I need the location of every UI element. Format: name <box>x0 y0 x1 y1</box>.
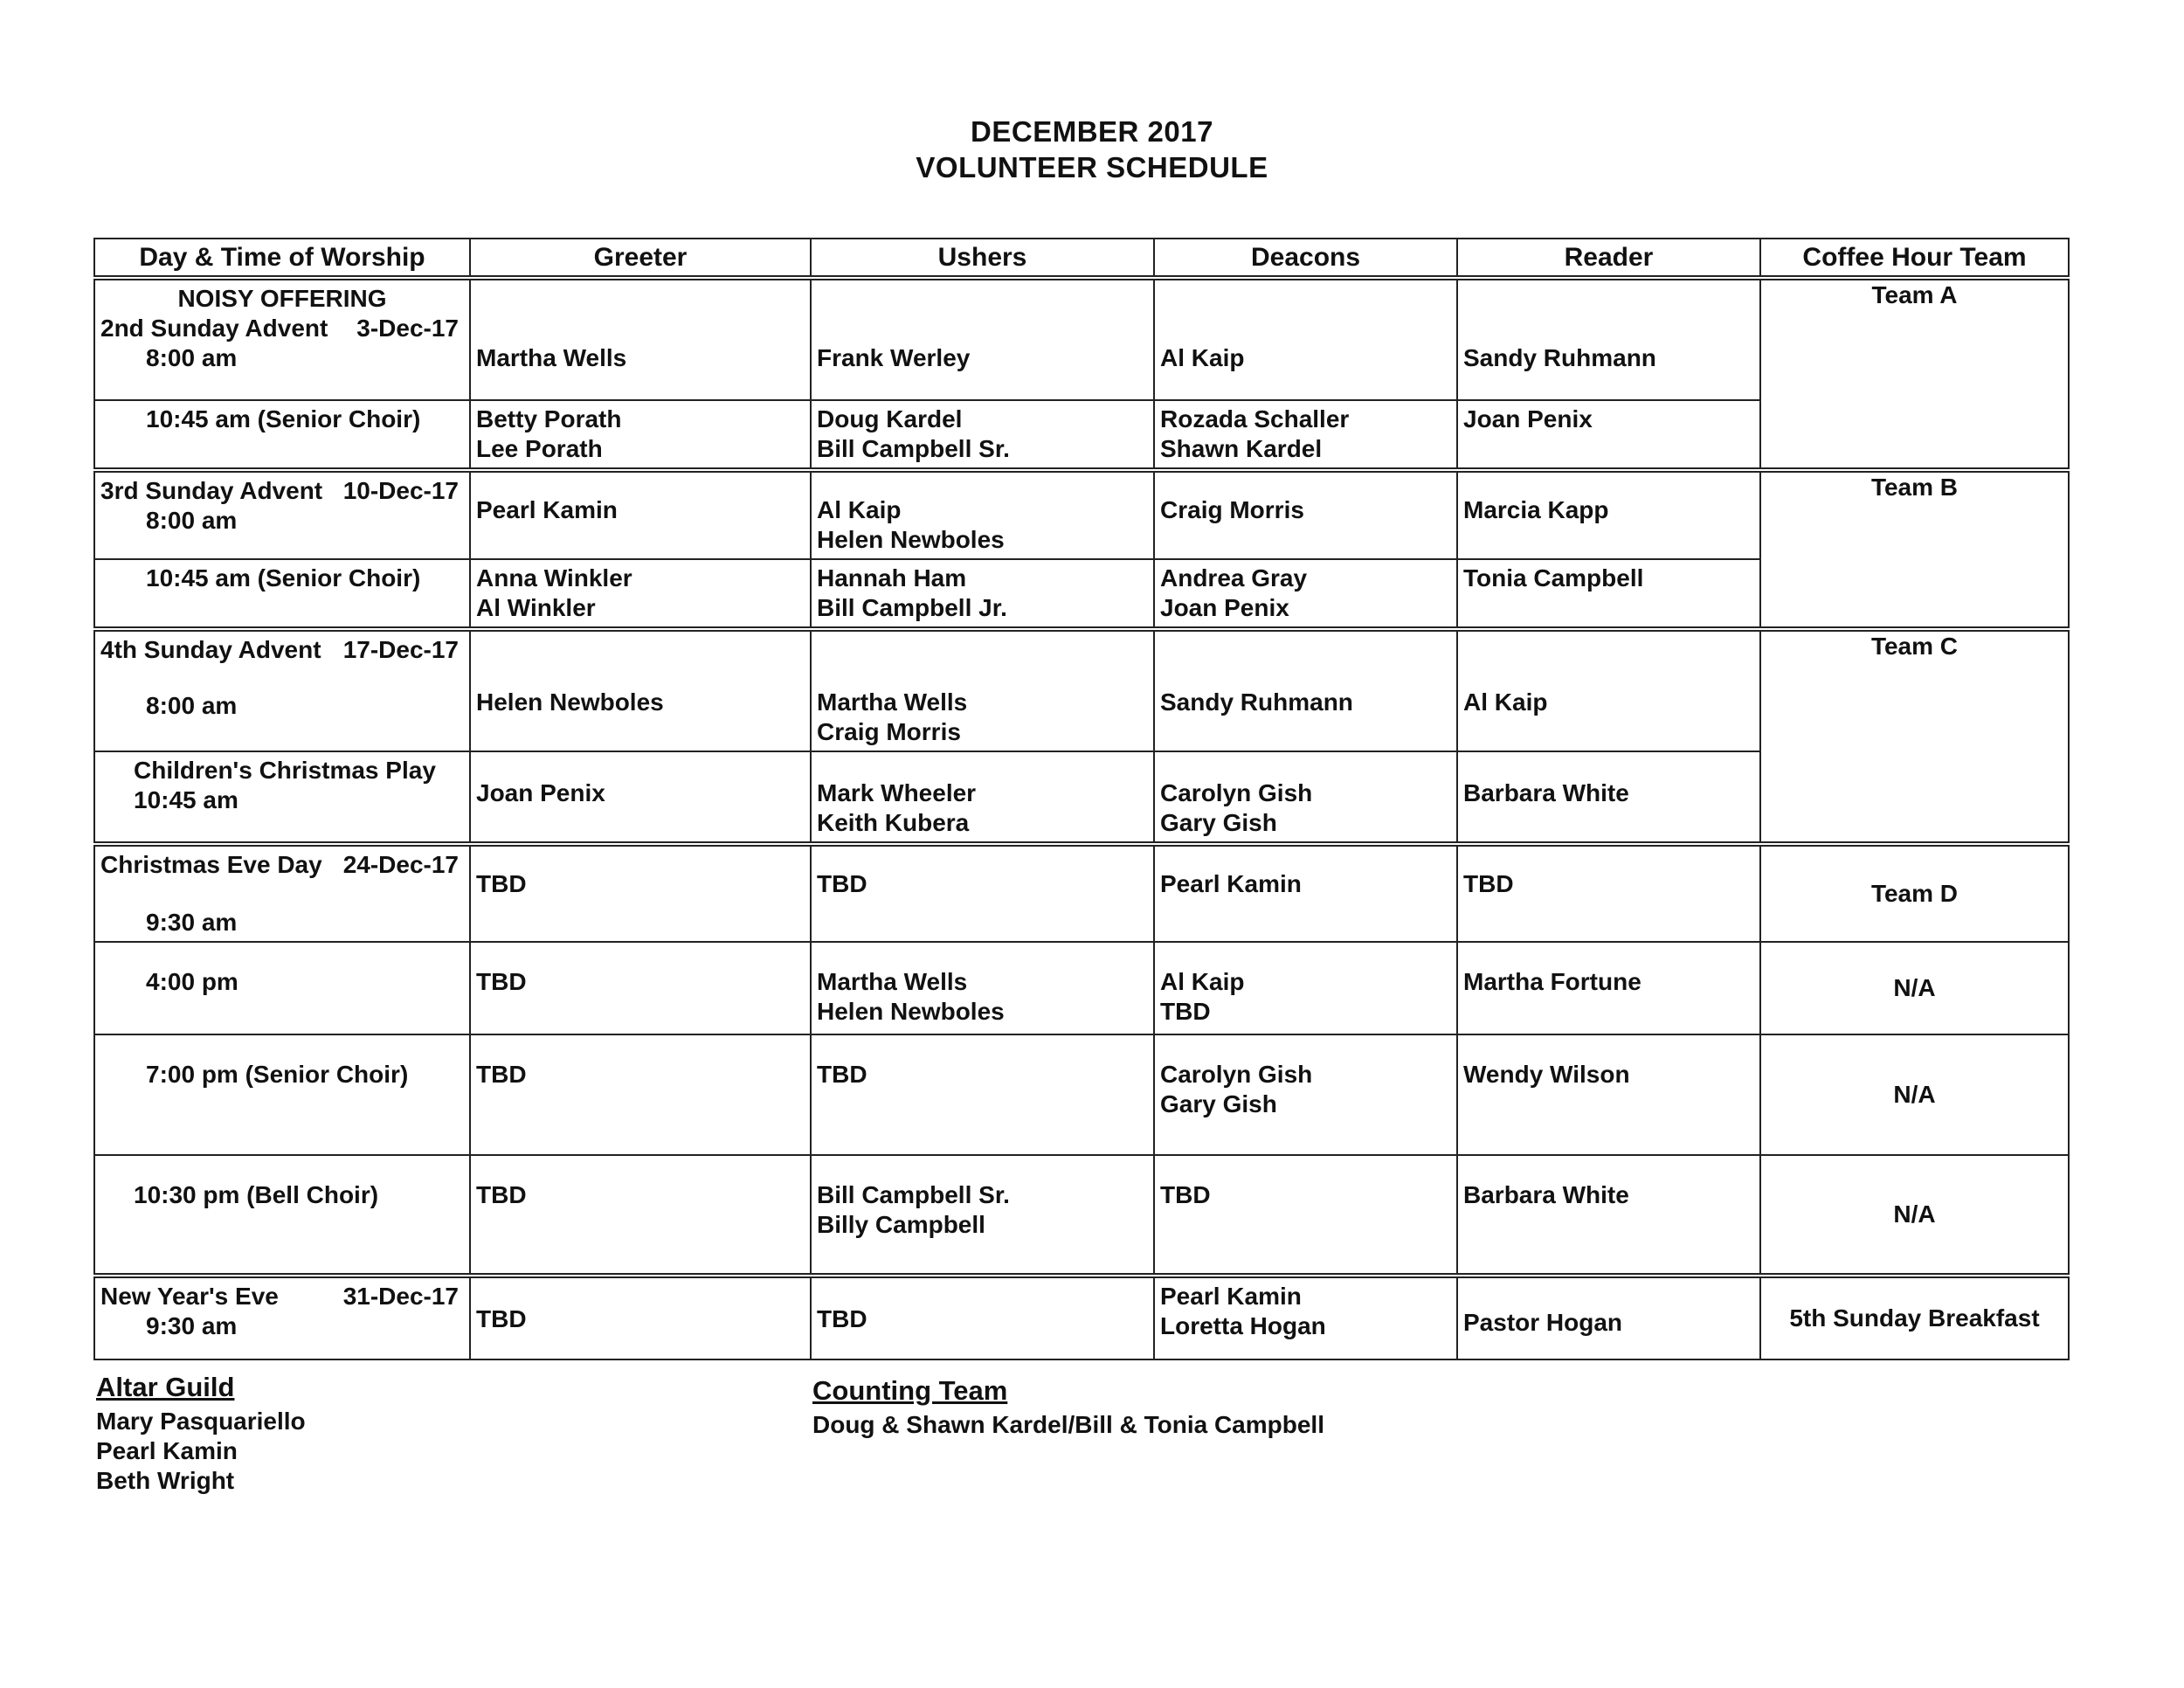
col-header-ushers: Ushers <box>811 239 1154 278</box>
reader-name: Tonia Campbell <box>1463 564 1644 591</box>
worship-cell <box>94 751 470 844</box>
usher-name: Helen Newboles <box>817 526 1005 553</box>
greeter-name: Pearl Kamin <box>476 496 618 523</box>
deacon-name: TBD <box>1160 998 1211 1025</box>
worship-day: 3rd Sunday Advent <box>100 477 323 504</box>
coffee-team: N/A <box>1893 1200 1936 1228</box>
volunteer-schedule-table <box>93 238 2070 1360</box>
usher-name: Frank Werley <box>817 344 971 371</box>
deacon-name: Craig Morris <box>1160 496 1304 523</box>
deacons-cell <box>1154 470 1457 559</box>
usher-name: Al Kaip <box>817 496 902 523</box>
greeter-cell <box>470 278 811 400</box>
greeter-cell <box>470 559 811 629</box>
reader-name: Sandy Ruhmann <box>1463 344 1656 371</box>
greeter-cell <box>470 942 811 1034</box>
deacon-name: Carolyn Gish <box>1160 779 1313 806</box>
reader-cell <box>1457 278 1760 400</box>
coffee-team-cell <box>1760 278 2069 470</box>
greeter-name: Al Winkler <box>476 594 596 621</box>
greeter-name: Martha Wells <box>476 344 627 371</box>
title-month: DECEMBER 2017 <box>971 115 1213 148</box>
deacon-name: Gary Gish <box>1160 809 1277 836</box>
coffee-team-cell <box>1760 942 2069 1034</box>
deacons-cell <box>1154 1276 1457 1359</box>
col-header-deacons: Deacons <box>1154 239 1457 278</box>
coffee-team: N/A <box>1893 974 1936 1001</box>
reader-cell <box>1457 1155 1760 1276</box>
deacon-name: Sandy Ruhmann <box>1160 688 1353 716</box>
ushers-cell <box>811 559 1154 629</box>
greeter-cell <box>470 844 811 942</box>
deacon-name: Rozada Schaller <box>1160 405 1350 432</box>
table-row <box>94 278 2069 400</box>
deacon-name: Andrea Gray <box>1160 564 1308 591</box>
worship-day: 2nd Sunday Advent <box>100 315 328 342</box>
table-row <box>94 629 2069 751</box>
worship-time: 8:00 am <box>146 507 238 534</box>
coffee-team-cell <box>1760 1034 2069 1155</box>
coffee-team-cell <box>1760 629 2069 844</box>
table-row <box>94 942 2069 1034</box>
col-header-coffee-hour-team: Coffee Hour Team <box>1760 239 2069 278</box>
reader-name: Marcia Kapp <box>1463 496 1609 523</box>
deacon-name: Shawn Kardel <box>1160 435 1323 462</box>
worship-time: 9:30 am <box>146 909 238 936</box>
deacons-cell <box>1154 1034 1457 1155</box>
usher-name: TBD <box>817 1305 867 1332</box>
reader-cell <box>1457 400 1760 470</box>
worship-cell <box>94 400 470 470</box>
worship-time: 9:30 am <box>146 1312 238 1339</box>
ushers-cell <box>811 751 1154 844</box>
greeter-cell <box>470 1276 811 1359</box>
worship-day: New Year's Eve <box>100 1283 279 1310</box>
worship-cell <box>94 1034 470 1155</box>
worship-time: 10:45 am (Senior Choir) <box>146 564 421 591</box>
col-header-greeter: Greeter <box>470 239 811 278</box>
deacon-name: Carolyn Gish <box>1160 1061 1313 1088</box>
coffee-team-cell <box>1760 1276 2069 1359</box>
coffee-team: Team C <box>1870 633 1959 660</box>
greeter-cell <box>470 629 811 751</box>
reader-cell <box>1457 629 1760 751</box>
usher-name: Keith Kubera <box>817 809 970 836</box>
usher-name: Billy Campbell <box>817 1211 985 1238</box>
col-header-reader: Reader <box>1457 239 1760 278</box>
usher-name: Hannah Ham <box>817 564 967 591</box>
special-note: Children's Christmas Play <box>134 757 436 784</box>
counting-team-members: Doug & Shawn Kardel/Bill & Tonia Campbell <box>812 1411 1324 1438</box>
deacons-cell <box>1154 1155 1457 1276</box>
coffee-team: Team A <box>1871 281 1958 308</box>
reader-cell <box>1457 942 1760 1034</box>
reader-cell <box>1457 559 1760 629</box>
ushers-cell <box>811 1034 1154 1155</box>
usher-name: Bill Campbell Sr. <box>817 435 1010 462</box>
deacon-name: Al Kaip <box>1160 344 1245 371</box>
usher-name: Martha Wells <box>817 968 968 995</box>
usher-name: TBD <box>817 870 867 897</box>
worship-time: 4:00 pm <box>146 968 238 995</box>
worship-cell <box>94 559 470 629</box>
ushers-cell <box>811 278 1154 400</box>
coffee-team: N/A <box>1893 1081 1936 1108</box>
deacons-cell <box>1154 278 1457 400</box>
worship-time: 8:00 am <box>146 344 238 371</box>
worship-cell <box>94 1155 470 1276</box>
coffee-team-cell <box>1760 470 2069 629</box>
deacons-cell <box>1154 400 1457 470</box>
special-note: NOISY OFFERING <box>177 285 387 312</box>
deacon-name: Al Kaip <box>1160 968 1245 995</box>
altar-guild-member: Beth Wright <box>96 1467 235 1494</box>
worship-cell <box>94 629 470 751</box>
greeter-name: TBD <box>476 1305 527 1332</box>
coffee-team-cell <box>1760 844 2069 942</box>
usher-name: Bill Campbell Jr. <box>817 594 1007 621</box>
usher-name: TBD <box>817 1061 867 1088</box>
reader-name: Joan Penix <box>1463 405 1593 432</box>
greeter-name: TBD <box>476 870 527 897</box>
reader-cell <box>1457 470 1760 559</box>
ushers-cell <box>811 1155 1154 1276</box>
worship-cell <box>94 844 470 942</box>
reader-name: Wendy Wilson <box>1463 1061 1630 1088</box>
reader-name: Al Kaip <box>1463 688 1548 716</box>
usher-name: Mark Wheeler <box>817 779 977 806</box>
table-row <box>94 844 2069 942</box>
reader-name: Barbara White <box>1463 1181 1629 1208</box>
worship-cell <box>94 278 470 400</box>
coffee-team: 5th Sunday Breakfast <box>1789 1304 2040 1332</box>
deacons-cell <box>1154 942 1457 1034</box>
usher-name: Doug Kardel <box>817 405 963 432</box>
usher-name: Craig Morris <box>817 718 961 745</box>
header-row <box>94 239 2069 278</box>
reader-name: TBD <box>1463 870 1514 897</box>
deacons-cell <box>1154 751 1457 844</box>
table-row <box>94 1155 2069 1276</box>
coffee-team-cell <box>1760 1155 2069 1276</box>
counting-team-heading: Counting Team <box>812 1375 1008 1406</box>
reader-name: Pastor Hogan <box>1463 1309 1623 1336</box>
usher-name: Helen Newboles <box>817 998 1005 1025</box>
reader-cell <box>1457 751 1760 844</box>
greeter-cell <box>470 1034 811 1155</box>
ushers-cell <box>811 942 1154 1034</box>
worship-date: 10-Dec-17 <box>342 477 459 504</box>
greeter-name: TBD <box>476 1181 527 1208</box>
greeter-name: Helen Newboles <box>476 688 664 716</box>
ushers-cell <box>811 1276 1154 1359</box>
coffee-team: Team D <box>1870 880 1959 907</box>
reader-cell <box>1457 1034 1760 1155</box>
worship-time: 10:45 am <box>134 786 238 813</box>
greeter-name: Anna Winkler <box>476 564 632 591</box>
altar-guild-heading: Altar Guild <box>96 1372 235 1402</box>
greeter-name: Betty Porath <box>476 405 622 432</box>
greeter-name: TBD <box>476 968 527 995</box>
ushers-cell <box>811 470 1154 559</box>
greeter-name: Joan Penix <box>476 779 605 806</box>
deacon-name: Loretta Hogan <box>1160 1312 1326 1339</box>
worship-cell <box>94 942 470 1034</box>
deacon-name: Joan Penix <box>1160 594 1289 621</box>
worship-cell <box>94 1276 470 1359</box>
deacon-name: Pearl Kamin <box>1160 870 1302 897</box>
worship-date: 31-Dec-17 <box>342 1283 459 1310</box>
coffee-team: Team B <box>1870 474 1959 501</box>
col-header-day-time: Day & Time of Worship <box>94 239 470 278</box>
worship-date: 24-Dec-17 <box>342 851 459 878</box>
worship-day: 4th Sunday Advent <box>100 636 321 663</box>
altar-guild-member: Mary Pasquariello <box>96 1408 306 1435</box>
table-row <box>94 470 2069 559</box>
ushers-cell <box>811 844 1154 942</box>
deacons-cell <box>1154 559 1457 629</box>
deacons-cell <box>1154 629 1457 751</box>
worship-time: 7:00 pm (Senior Choir) <box>146 1061 409 1088</box>
deacons-cell <box>1154 844 1457 942</box>
greeter-cell <box>470 1155 811 1276</box>
worship-date: 17-Dec-17 <box>342 636 459 663</box>
reader-cell <box>1457 844 1760 942</box>
greeter-cell <box>470 470 811 559</box>
deacon-name: Gary Gish <box>1160 1090 1277 1117</box>
ushers-cell <box>811 629 1154 751</box>
title-schedule: VOLUNTEER SCHEDULE <box>916 151 1268 183</box>
table-row <box>94 1276 2069 1359</box>
worship-time: 10:45 am (Senior Choir) <box>146 405 421 432</box>
usher-name: Bill Campbell Sr. <box>817 1181 1010 1208</box>
table-row <box>94 1034 2069 1155</box>
altar-guild-member: Pearl Kamin <box>96 1437 238 1464</box>
greeter-name: Lee Porath <box>476 435 603 462</box>
reader-name: Barbara White <box>1463 779 1629 806</box>
greeter-name: TBD <box>476 1061 527 1088</box>
reader-name: Martha Fortune <box>1463 968 1641 995</box>
worship-time: 8:00 am <box>146 692 238 719</box>
reader-cell <box>1457 1276 1760 1359</box>
worship-day: Christmas Eve Day <box>100 851 322 878</box>
ushers-cell <box>811 400 1154 470</box>
worship-time: 10:30 pm (Bell Choir) <box>134 1181 379 1208</box>
worship-cell <box>94 470 470 559</box>
worship-date: 3-Dec-17 <box>356 315 459 342</box>
deacon-name: TBD <box>1160 1181 1211 1208</box>
deacon-name: Pearl Kamin <box>1160 1283 1302 1310</box>
greeter-cell <box>470 400 811 470</box>
usher-name: Martha Wells <box>817 688 968 716</box>
greeter-cell <box>470 751 811 844</box>
